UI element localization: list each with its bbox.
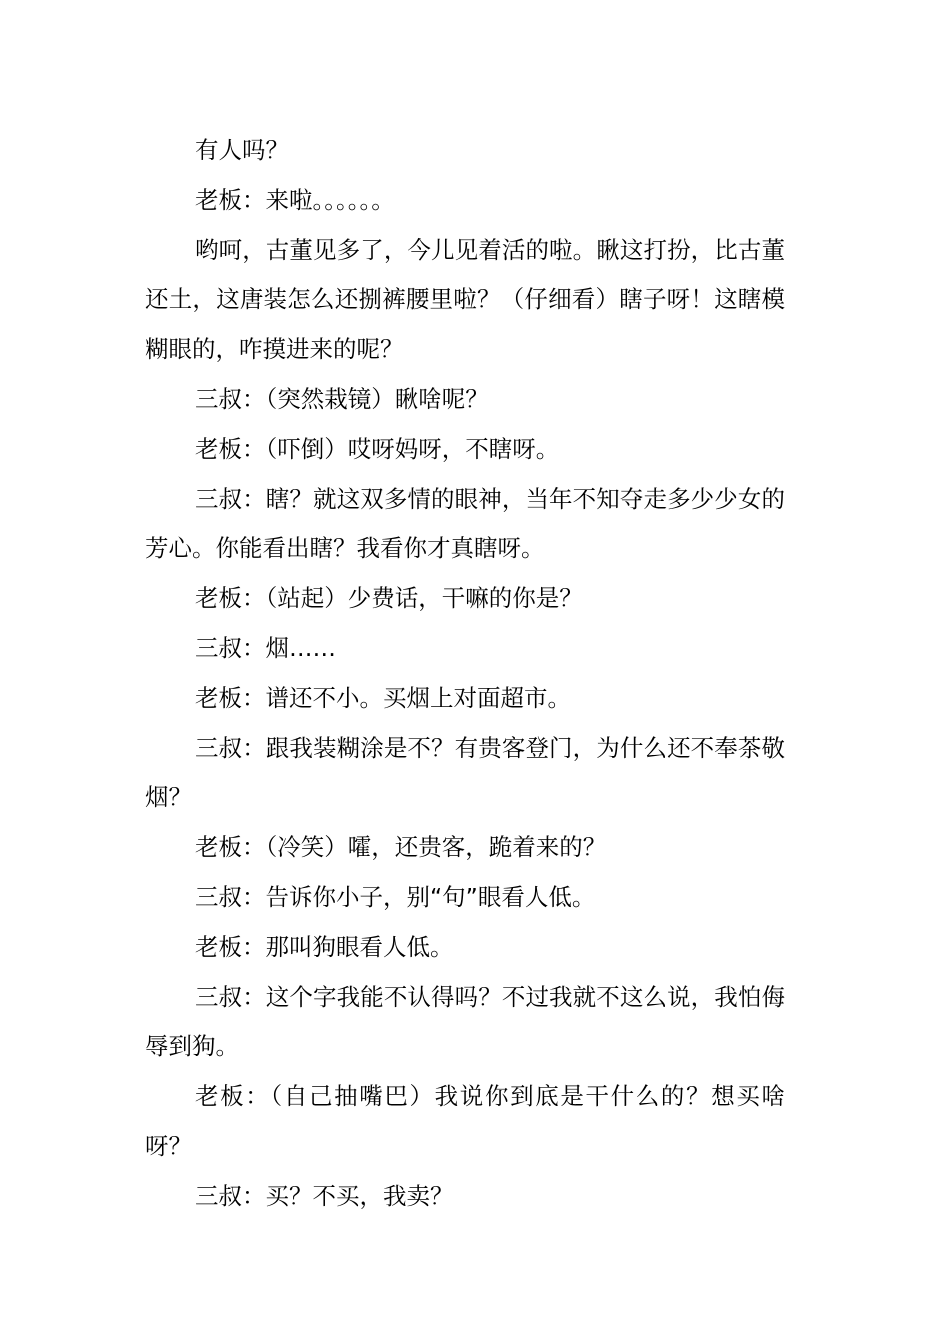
- script-line: 有人吗？: [195, 136, 289, 164]
- script-line: 老板：（站起）少费话，干嘛的你是？: [195, 584, 583, 613]
- script-line: 三叔：买？不买，我卖？: [195, 1181, 454, 1210]
- script-line: 老板：谱还不小。买烟上对面超市。: [195, 683, 571, 712]
- script-line: 三叔：跟我装糊涂是不？有贵客登门，为什么还不奉茶敬烟？: [145, 733, 785, 812]
- script-line: 老板：来啦。。。。。。: [195, 185, 395, 214]
- script-line: 老板：（吓倒）哎呀妈呀，不瞎呀。: [195, 434, 560, 463]
- script-line: 三叔：瞎？就这双多情的眼神，当年不知夺走多少少女的芳心。你能看出瞎？我看你才真瞎呀。: [145, 484, 785, 563]
- script-line: 哟呵，古董见多了，今儿见着活的啦。瞅这打扮，比古董还土，这唐装怎么还捌裤腰里啦？（仔细看）瞎子呀！这瞎模糊眼的，咋摸进来的呢？: [145, 235, 785, 364]
- script-line: 老板：（自己抽嘴巴）我说你到底是干什么的？想买啥呀？: [145, 1082, 785, 1160]
- script-line: 三叔：这个字我能不认得吗？不过我就不这么说，我怕侮辱到狗。: [145, 982, 785, 1061]
- script-line: 老板：那叫狗眼看人低。: [195, 932, 454, 961]
- script-line: 老板：（冷笑）嚯，还贵客，跪着来的？: [195, 833, 607, 862]
- script-line: 三叔：（突然栽镜）瞅啥呢？: [195, 384, 489, 413]
- script-line: 三叔：告诉你小子，别“句”眼看人低。: [195, 882, 596, 911]
- script-line: 三叔：烟……: [195, 633, 336, 662]
- document-body: [145, 126, 785, 1222]
